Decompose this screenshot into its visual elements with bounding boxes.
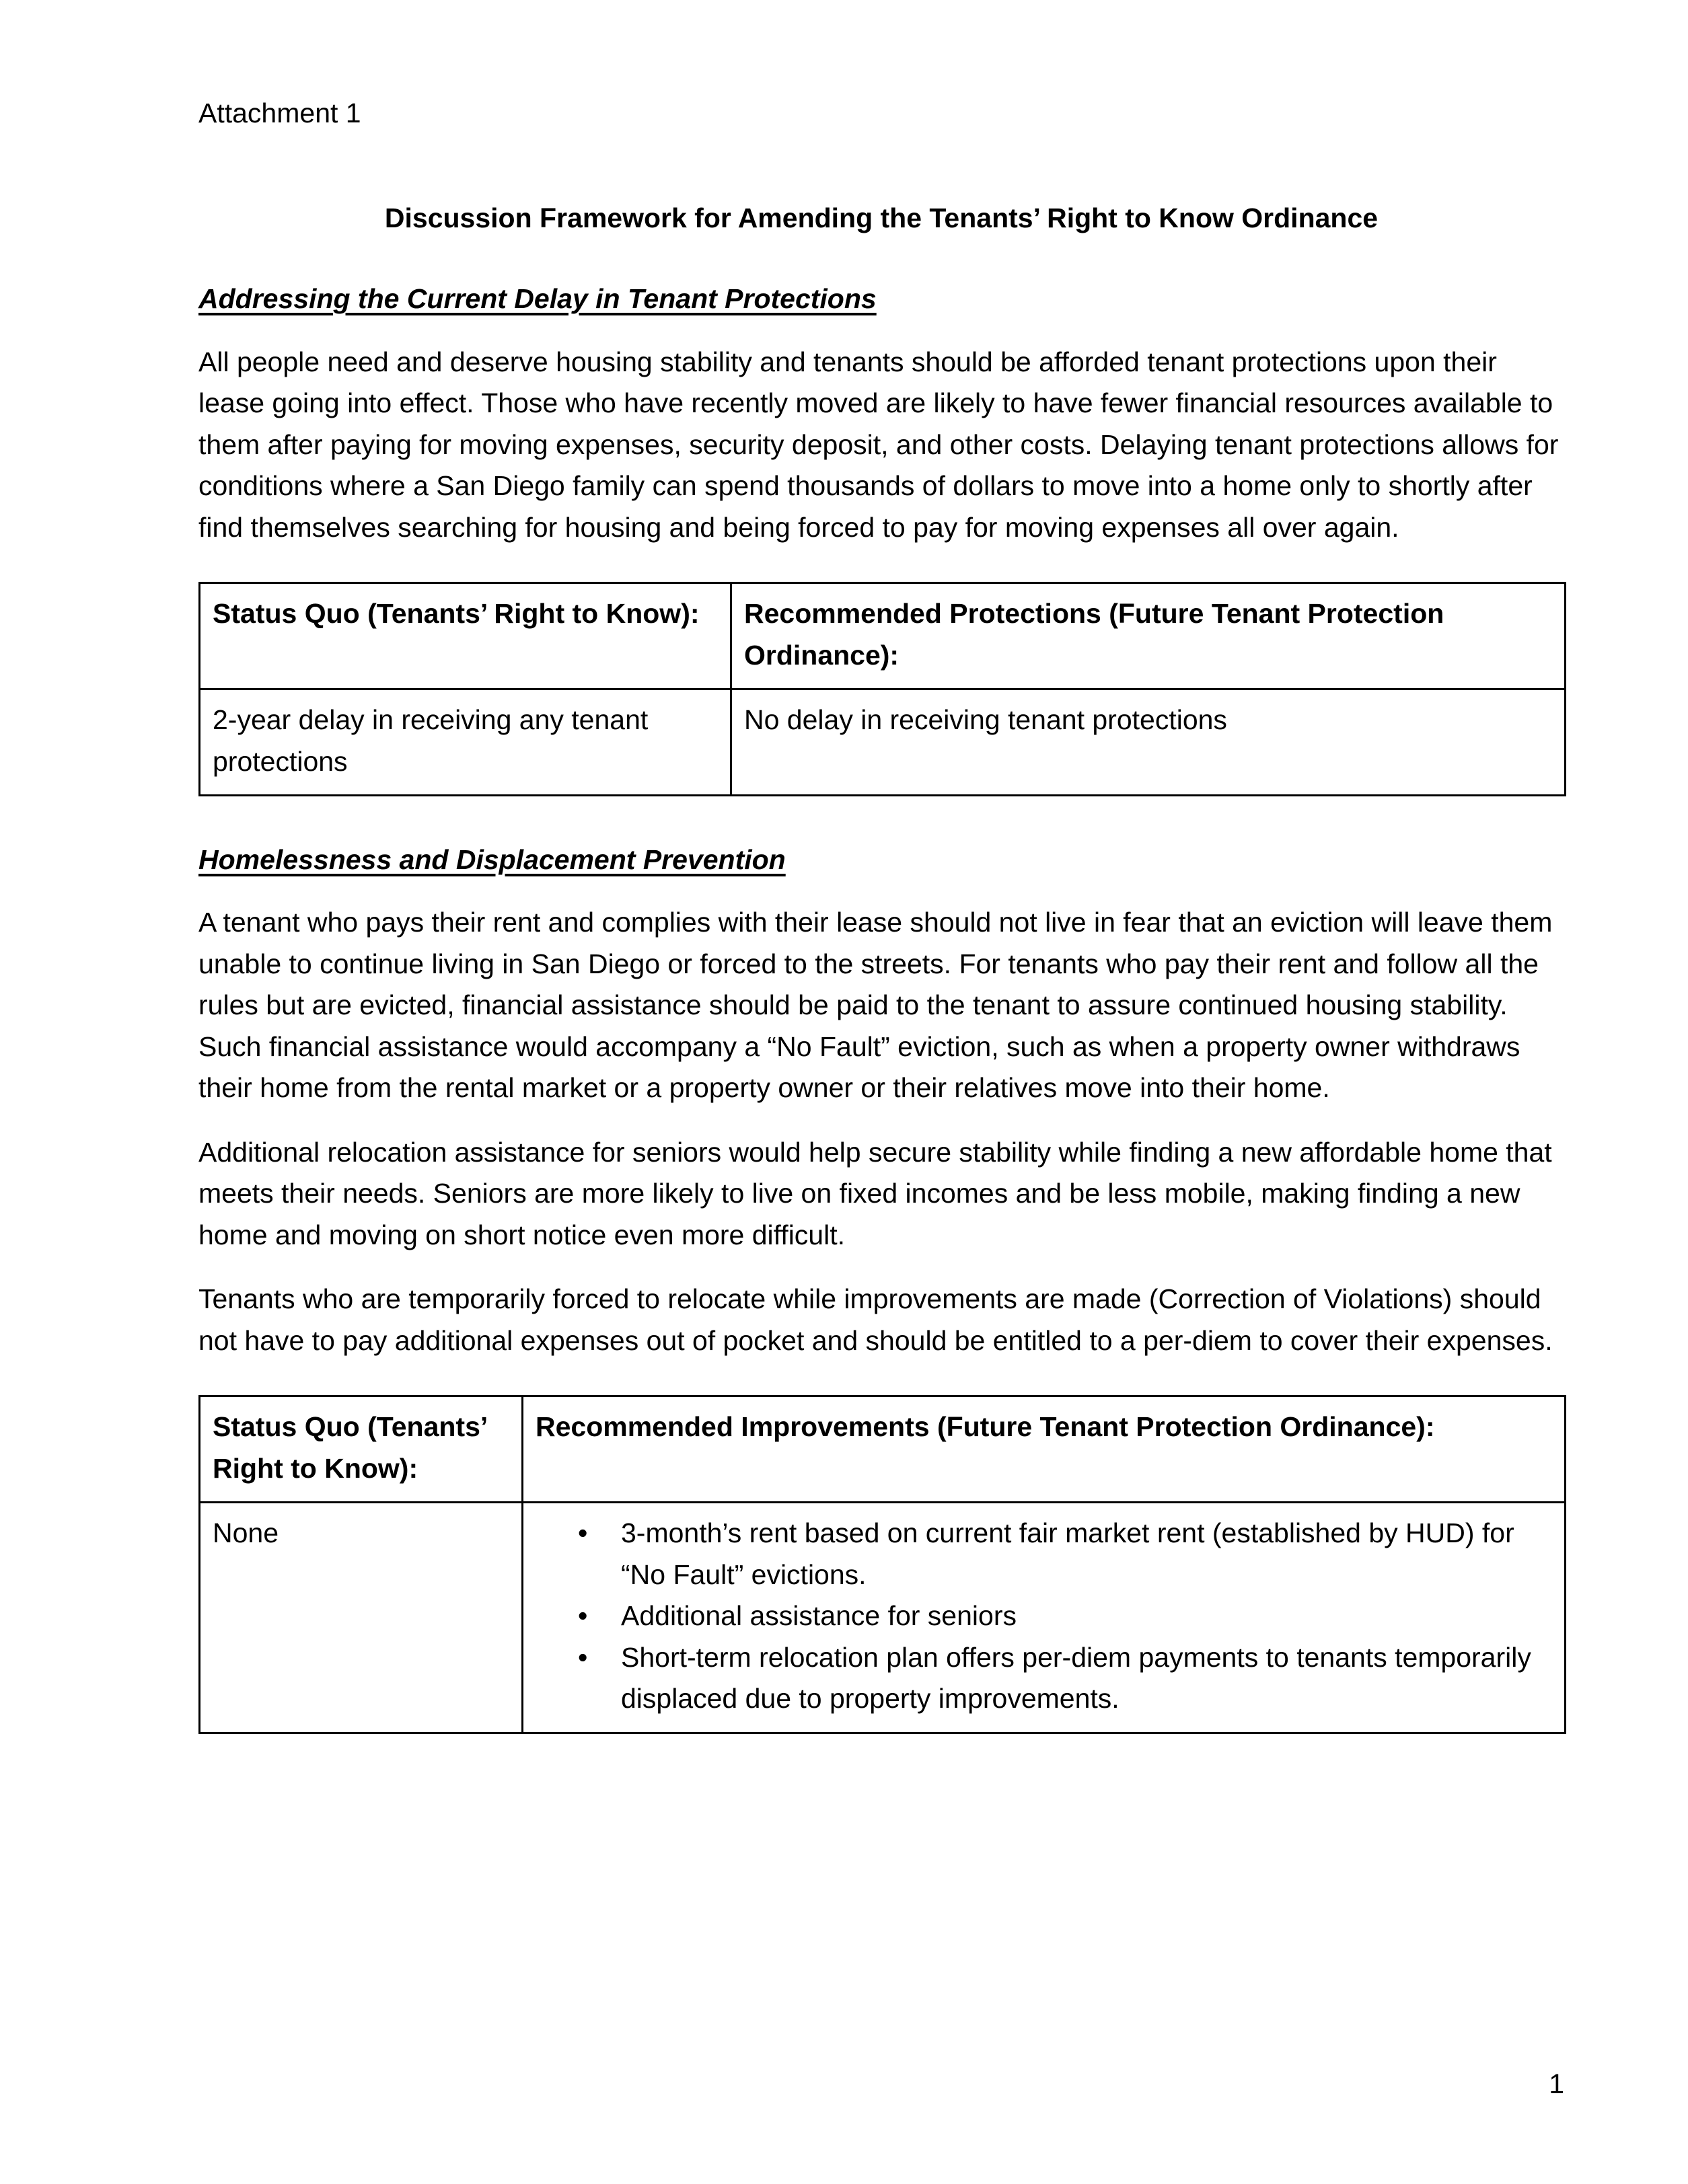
table-current-delay bbox=[198, 582, 1566, 796]
table-recommended-improvements bbox=[198, 1395, 1566, 1734]
table-cell-recommended-value: No delay in receiving tenant protections bbox=[731, 689, 1566, 796]
table-header-status-quo: Status Quo (Tenants’ Right to Know): bbox=[200, 1396, 523, 1503]
section-heading-homelessness: Homelessness and Displacement Prevention bbox=[198, 844, 786, 876]
section-homelessness-paragraph-3: Tenants who are temporarily forced to relocate while improvements are made (Correction of Violations) should not have to pay additional expenses out of pocket and should be entitled to a per-diem to cover their expenses. bbox=[198, 1283, 1553, 1356]
section-homelessness-paragraph-1: A tenant who pays their rent and complies with their lease should not live in fear that an eviction will leave them unable to continue living in San Diego or forced to the streets. For tenants who pay their rent and follow all the rules but are evicted, financial assistance should be paid to the tenant to assure continued housing stability. Such financial assistance would accompany a “No Fault” eviction, such as when a property owner withdraws their home from the rental market or a property owner or their relatives move into their home. bbox=[198, 907, 1553, 1104]
table-cell-status-quo-value: None bbox=[200, 1503, 523, 1733]
attachment-label: Attachment 1 bbox=[198, 98, 361, 128]
table-row bbox=[200, 583, 1566, 689]
page-number: 1 bbox=[1549, 2068, 1564, 2099]
table-cell-improvements-list bbox=[523, 1503, 1566, 1733]
list-item: • Additional assistance for seniors bbox=[536, 1595, 1552, 1637]
list-item: • Short-term relocation plan offers per-diem payments to tenants temporarily displaced due to property improvements. bbox=[536, 1637, 1552, 1720]
improvements-bullet-list bbox=[536, 1513, 1552, 1720]
table-row bbox=[200, 1396, 1566, 1503]
table-cell-status-quo-value: 2-year delay in receiving any tenant protections bbox=[200, 689, 731, 796]
document-content bbox=[198, 100, 1564, 1734]
table-header-status-quo: Status Quo (Tenants’ Right to Know): bbox=[200, 583, 731, 689]
table-row bbox=[200, 1503, 1566, 1733]
table-header-recommended-improvements: Recommended Improvements (Future Tenant Protection Ordinance): bbox=[523, 1396, 1566, 1503]
section-homelessness-paragraph-2: Additional relocation assistance for seniors would help secure stability while finding a new affordable home that meets their needs. Seniors are more likely to live on fixed incomes and be less mobile, making finding a new home and moving on short notice even more difficult. bbox=[198, 1136, 1552, 1250]
table-header-recommended: Recommended Protections (Future Tenant Protection Ordinance): bbox=[731, 583, 1566, 689]
table-row bbox=[200, 689, 1566, 796]
page-title: Discussion Framework for Amending the Tenants’ Right to Know Ordinance bbox=[384, 202, 1379, 233]
section-delay-paragraph-1: All people need and deserve housing stability and tenants should be afforded tenant protections upon their lease going into effect. Those who have recently moved are likely to have fewer financial resources available to them after paying for moving expenses, security deposit, and other costs. Delaying tenant protections allows for conditions where a San Diego family can spend thousands of dollars to move into a home only to shortly after find themselves searching for housing and being forced to pay for moving expenses all over again. bbox=[198, 346, 1559, 543]
list-item: • 3-month’s rent based on current fair market rent (established by HUD) for “No Fault” evictions. bbox=[536, 1513, 1552, 1595]
section-heading-delay: Addressing the Current Delay in Tenant Protections bbox=[198, 283, 877, 315]
